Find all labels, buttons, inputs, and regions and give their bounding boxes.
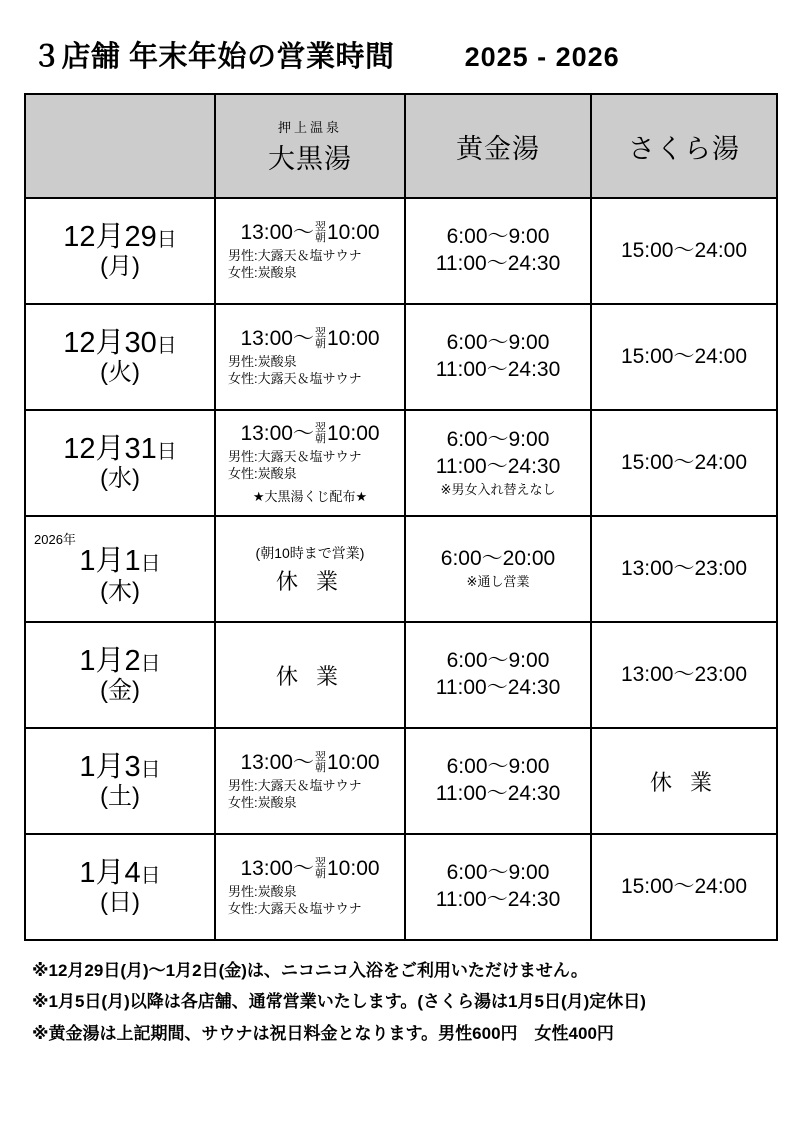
day-of-week: (火): [100, 359, 140, 387]
opening-hours: 13:00〜23:00: [620, 556, 748, 580]
daikokuyu-name: 大黒湯: [268, 143, 352, 174]
table-row: [25, 728, 777, 834]
date-cell: [25, 622, 215, 728]
opening-hours-2: 11:00〜24:30: [435, 888, 561, 911]
day-of-week: (金): [100, 677, 140, 705]
column-header-daikokuyu: [215, 94, 405, 198]
opening-hours-1: 6:00〜20:00: [440, 547, 556, 571]
until-morning-note: (朝10時まで営業): [255, 544, 365, 561]
column-header-sakurayu: [591, 94, 777, 198]
footnote-2: ※1月5日(月)以降は各店舗、通常営業いたします。(さくら湯は1月5日(月)定休日): [32, 992, 646, 1012]
footnote-1: ※12月29日(月)〜1月2日(金)は、ニコニコ入浴をご利用いただけません。: [32, 961, 588, 980]
closed-label: 休 業: [649, 769, 719, 795]
year-label: 2026年: [34, 531, 76, 547]
bath-note-female: 女性:炭酸泉: [228, 265, 297, 281]
koganeyu-cell: [405, 304, 591, 410]
opening-hours-2: 11:00〜24:30: [435, 782, 561, 805]
koganeyu-cell: [405, 198, 591, 304]
closed-label: 休 業: [275, 568, 345, 594]
opening-hours: 13:00〜 翌 朝 10:00: [240, 857, 380, 881]
sakurayu-cell: [591, 410, 777, 516]
koganeyu-name: 黄金湯: [456, 133, 540, 164]
koganeyu-cell: [405, 516, 591, 622]
date-label: 1月1日: [79, 545, 161, 578]
next-morning-label: 翌 朝: [315, 422, 326, 446]
table-header: [25, 94, 777, 198]
footnotes: [24, 955, 776, 1049]
daikokuyu-cell: [215, 834, 405, 940]
day-of-week: (日): [100, 889, 140, 917]
daikokuyu-cell: [215, 198, 405, 304]
table-row: [25, 198, 777, 304]
opening-hours: 13:00〜23:00: [620, 662, 748, 686]
date-cell: [25, 834, 215, 940]
year-range: 2025 - 2026: [464, 42, 620, 72]
daikokuyu-cell: [215, 410, 405, 516]
opening-hours: 13:00〜 翌 朝 10:00: [240, 221, 380, 245]
sakurayu-cell: [591, 728, 777, 834]
opening-hours-1: 6:00〜9:00: [446, 649, 550, 673]
opening-hours-1: 6:00〜9:00: [446, 428, 550, 452]
next-morning-label: 翌 朝: [315, 751, 326, 775]
date-label: 12月31日: [63, 432, 177, 465]
closed-label: 休 業: [275, 663, 345, 689]
koganeyu-cell: [405, 622, 591, 728]
bath-note-male: 男性:大露天＆塩サウナ: [228, 777, 362, 793]
sakurayu-cell: [591, 834, 777, 940]
continuous-note: ※通し営業: [466, 574, 530, 590]
bath-note-female: 女性:炭酸泉: [228, 795, 297, 811]
schedule-table: [24, 93, 778, 941]
day-of-week: (水): [100, 465, 140, 493]
swap-note: ※男女入れ替えなし: [440, 481, 556, 497]
opening-hours-2: 11:00〜24:30: [435, 676, 561, 699]
opening-hours: 13:00〜 翌 朝 10:00: [240, 422, 380, 446]
date-cell: [25, 198, 215, 304]
next-morning-label: 翌 朝: [315, 857, 326, 881]
date-label: 1月3日: [79, 750, 161, 783]
sakurayu-name: さくら湯: [628, 133, 740, 164]
opening-hours: 15:00〜24:00: [620, 450, 748, 474]
opening-hours-2: 11:00〜24:30: [435, 252, 561, 275]
opening-hours-1: 6:00〜9:00: [446, 331, 550, 355]
opening-hours-2: 11:00〜24:30: [435, 454, 561, 478]
table-row: [25, 834, 777, 940]
opening-hours: 15:00〜24:00: [620, 344, 748, 368]
date-cell: [25, 410, 215, 516]
lottery-note: ★大黒湯くじ配布★: [252, 488, 368, 504]
table-row: [25, 622, 777, 728]
koganeyu-cell: [405, 410, 591, 516]
date-cell: [25, 516, 215, 622]
opening-hours-1: 6:00〜9:00: [446, 755, 550, 779]
opening-hours: 15:00〜24:00: [620, 874, 748, 898]
column-header-koganeyu: [405, 94, 591, 198]
date-label: 12月30日: [63, 326, 177, 359]
daikokuyu-cell: [215, 622, 405, 728]
sakurayu-cell: [591, 516, 777, 622]
date-cell: [25, 304, 215, 410]
poster-header: [24, 34, 776, 75]
opening-hours-1: 6:00〜9:00: [446, 861, 550, 885]
column-header-date: [25, 94, 215, 198]
table-row: [25, 516, 777, 622]
bath-note-male: 男性:大露天＆塩サウナ: [228, 448, 362, 464]
table-row: [25, 304, 777, 410]
date-label: 1月2日: [79, 644, 161, 677]
bath-note-female: 女性:大露天＆塩サウナ: [228, 371, 362, 387]
bath-note-female: 女性:大露天＆塩サウナ: [228, 901, 362, 917]
sakurayu-cell: [591, 198, 777, 304]
opening-hours-1: 6:00〜9:00: [446, 225, 550, 249]
opening-hours: 15:00〜24:00: [620, 238, 748, 262]
bath-note-male: 男性:大露天＆塩サウナ: [228, 247, 362, 263]
header-row: [25, 94, 777, 198]
page-title: ３店舗 年末年始の営業時間: [32, 41, 395, 73]
table-body: [25, 198, 777, 940]
koganeyu-cell: [405, 728, 591, 834]
sakurayu-cell: [591, 622, 777, 728]
bath-note-male: 男性:炭酸泉: [228, 353, 297, 369]
date-cell: [25, 728, 215, 834]
daikokuyu-cell: [215, 516, 405, 622]
sakurayu-cell: [591, 304, 777, 410]
daikokuyu-cell: [215, 728, 405, 834]
date-label: 1月4日: [79, 856, 161, 889]
opening-hours: 13:00〜 翌 朝 10:00: [240, 751, 380, 775]
next-morning-label: 翌 朝: [315, 221, 326, 245]
table-row: [25, 410, 777, 516]
bath-note-male: 男性:炭酸泉: [228, 883, 297, 899]
date-label: 12月29日: [63, 220, 177, 253]
opening-hours-2: 11:00〜24:30: [435, 358, 561, 381]
daikokuyu-cell: [215, 304, 405, 410]
next-morning-label: 翌 朝: [315, 327, 326, 351]
opening-hours: 13:00〜 翌 朝 10:00: [240, 327, 380, 351]
day-of-week: (月): [100, 253, 140, 281]
koganeyu-cell: [405, 834, 591, 940]
daikokuyu-sub-label: 押上温泉: [277, 119, 342, 135]
bath-note-female: 女性:炭酸泉: [228, 466, 297, 482]
footnote-3: ※黄金湯は上記期間、サウナは祝日料金となります。男性600円 女性400円: [32, 1023, 614, 1043]
day-of-week: (木): [100, 577, 140, 605]
day-of-week: (土): [100, 783, 140, 811]
